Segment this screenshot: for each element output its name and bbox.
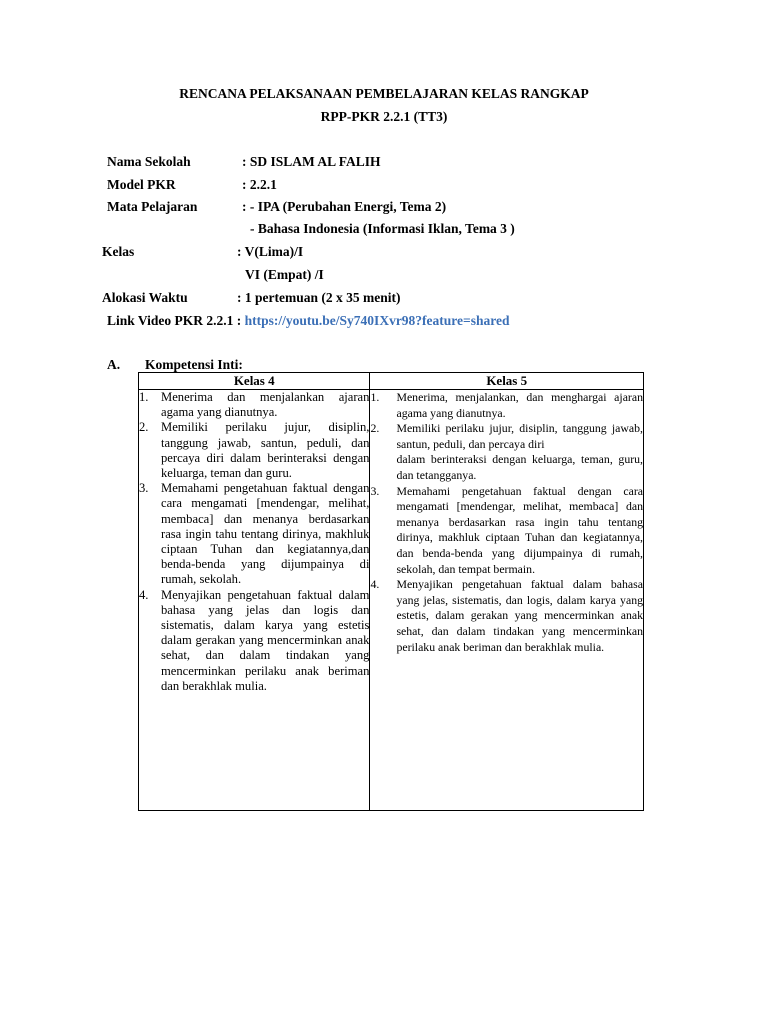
kelas4-cell [139, 390, 370, 811]
kelas5-item-number: 1. [370, 390, 380, 404]
kelas4-item-4 [139, 588, 369, 694]
document-subtitle: RPP-PKR 2.2.1 (TT3) [320, 109, 448, 124]
section-a-letter: A. [107, 357, 121, 372]
table-header-row [139, 373, 644, 390]
kelas4-item-text: Menyajikan pengetahuan faktual dalam bahasa yang jelas dan logis dan sistematis, dalam karya yang estetis dalam gerakan yang mencerminkan anak sehat, dan dalam tindakan yang mencerminkan perilaku anak beriman dan berakhlak mulia. [161, 587, 370, 693]
kelas5-item-number: 2. [370, 421, 380, 436]
kelas5-cell [370, 390, 644, 811]
kelas4-item-text: Menerima dan menjalankan ajaran agama yang dianutnya. [161, 390, 370, 420]
kelas-label: Kelas [102, 244, 135, 259]
kelas5-item-3 [370, 484, 643, 578]
kelas5-item-number: 4. [370, 577, 380, 592]
kelas4-item-number: 3. [139, 481, 149, 496]
video-link[interactable]: https://youtu.be/Sy740IXvr98?feature=shared [244, 313, 510, 328]
kelas-value-2: VI (Empat) /I [245, 267, 324, 282]
kompetensi-inti-table [138, 372, 644, 811]
kelas5-item-text-wrap [396, 421, 643, 483]
kelas5-item-1 [370, 390, 643, 421]
mata-pelajaran-value: : - IPA (Perubahan Energi, Tema 2) [242, 199, 447, 214]
kelas4-item-number: 4. [139, 587, 149, 602]
document-title: RENCANA PELAKSANAAN PEMBELAJARAN KELAS RANGKAP [179, 86, 589, 101]
kelas5-item-2 [370, 421, 643, 483]
nama-sekolah-label: Nama Sekolah [107, 154, 191, 169]
kelas5-item-text-continued: dalam berinteraksi dengan keluarga, teman, guru, dan tetangganya. [396, 452, 643, 482]
kelas4-header: Kelas 4 [139, 373, 370, 390]
kelas5-item-text: Menerima, menjalankan, dan menghargai ajaran agama yang dianutnya. [396, 390, 643, 420]
kelas5-item-4 [370, 577, 643, 655]
kelas4-item-2 [139, 420, 369, 481]
model-pkr-label: Model PKR [107, 177, 176, 192]
kelas5-header: Kelas 5 [370, 373, 644, 390]
kelas4-item-text: Memahami pengetahuan faktual dengan cara mengamati [mendengar, melihat, membaca] dan menanya berdasarkan rasa ingin tahu tentang dirinya, makhluk ciptaan Tuhan dan kegiatannya,dan benda-benda yang dijumpainya di rumah, sekolah. [161, 481, 370, 587]
kelas5-item-text: Memiliki perilaku jujur, disiplin, tanggung jawab, santun, peduli, dan percaya diri [396, 421, 643, 451]
nama-sekolah-value: : SD ISLAM AL FALIH [242, 154, 381, 169]
alokasi-waktu-label: Alokasi Waktu [102, 290, 188, 305]
kelas5-item-text: Memahami pengetahuan faktual dengan cara mengamati [mendengar, melihat, membaca] dan menanya berdasarkan rasa ingin tahu tentang dirinya, makhluk ciptaan Tuhan dan kegiatannya, dan benda-benda yang dijumpainya di rumah, sekolah, dan tempat bermain. [396, 483, 643, 576]
mata-pelajaran-label: Mata Pelajaran [107, 199, 198, 214]
link-video-label: Link Video PKR 2.2.1 : [107, 313, 242, 328]
kelas5-item-text: Menyajikan pengetahuan faktual dalam bahasa yang jelas, sistematis, dan logis, dalam karya yang estetis, dalam gerakan yang mencerminkan anak sehat, dan dalam tindakan yang mencerminkan perilaku anak beriman dan berakhlak mulia. [396, 577, 643, 654]
kelas4-item-text: Memiliki perilaku jujur, disiplin, tanggung jawab, santun, peduli, dan percaya diri dalam berinteraksi dengan keluarga, teman dan guru. [161, 420, 370, 481]
table-row [139, 390, 644, 811]
kelas4-item-number: 1. [139, 390, 149, 404]
kelas4-item-1 [139, 390, 369, 420]
kelas-value: : V(Lima)/I [237, 244, 304, 259]
model-pkr-value: : 2.2.1 [242, 177, 277, 192]
section-a-title: Kompetensi Inti: [145, 357, 243, 372]
kelas4-item-number: 2. [139, 420, 149, 435]
alokasi-waktu-value: : 1 pertemuan (2 x 35 menit) [237, 290, 401, 305]
mata-pelajaran-value-2: - Bahasa Indonesia (Informasi Iklan, Tema 3 ) [250, 221, 515, 236]
kelas5-item-number: 3. [370, 483, 380, 498]
link-video-row [107, 313, 510, 329]
kelas4-item-3 [139, 481, 369, 587]
